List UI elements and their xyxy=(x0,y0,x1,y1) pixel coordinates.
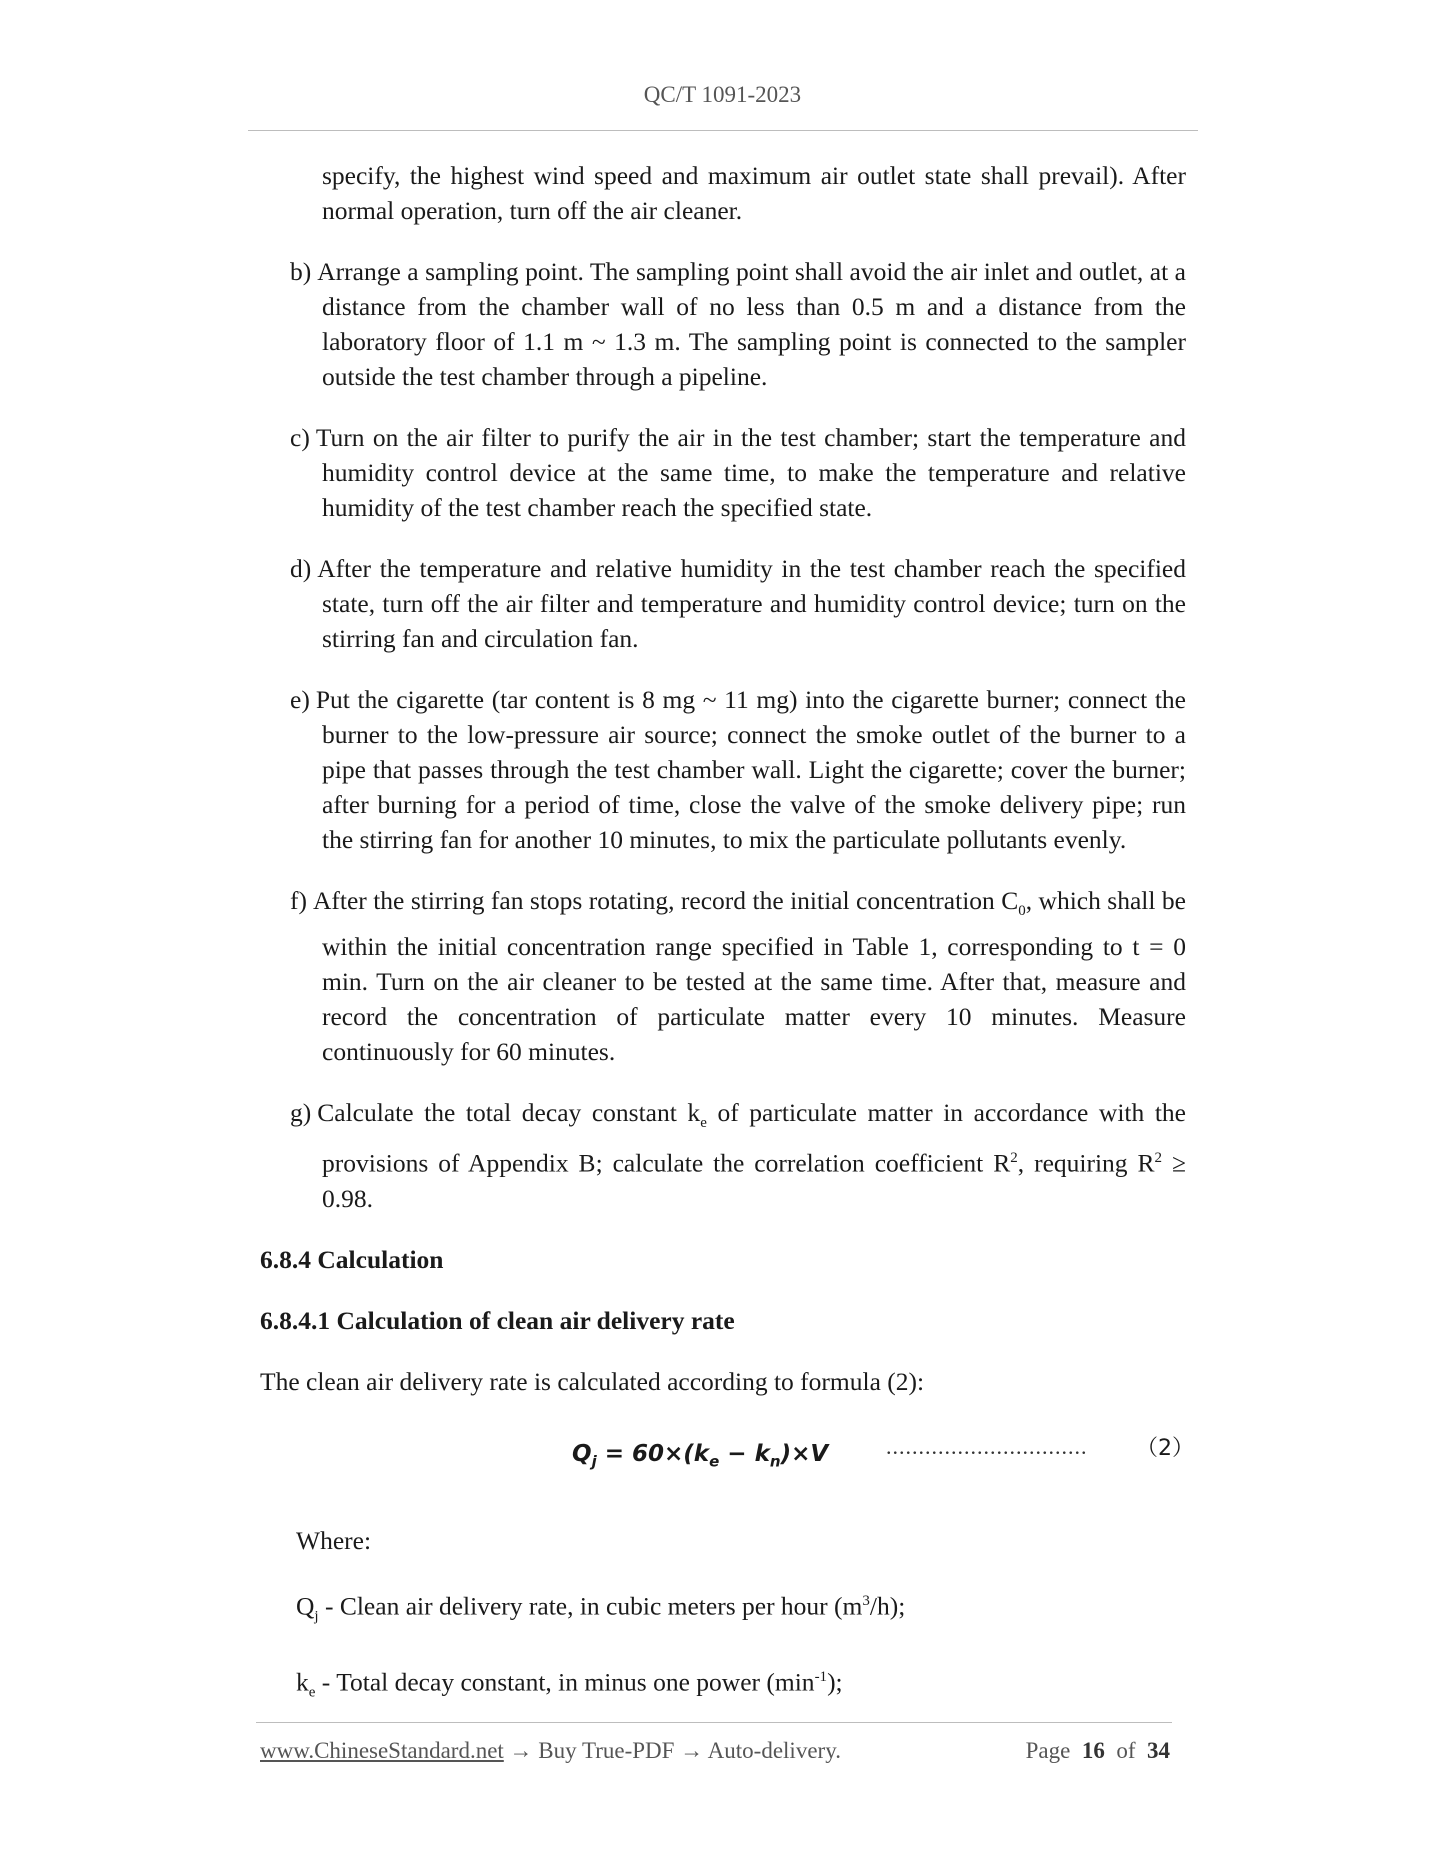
buy-pdf-text: Buy True-PDF xyxy=(538,1738,675,1763)
page-number: 16 xyxy=(1081,1738,1105,1763)
step-text: After the stirring fan stops rotating, record the initial concentration C xyxy=(312,886,1019,915)
page-indicator: Page 16 of 34 xyxy=(1025,1738,1170,1763)
superscript: 2 xyxy=(1154,1150,1163,1167)
step-text: Arrange a sampling point. The sampling point shall avoid the air inlet and outlet, at a distance from the chamber wall of no less than 0.5 m and a distance from the laboratory floor of 1.1 m ~ 1.3 m. The sampling point is connected to the sampler outside the test chamber through a pipeline. xyxy=(317,257,1186,391)
subscript: 0 xyxy=(1018,903,1026,920)
page-header xyxy=(0,82,1445,108)
step-g xyxy=(290,1095,1186,1216)
step-c xyxy=(290,420,1186,525)
definition-qj: $Q_j$ - Clean air delivery rate, in cubic meters per hour $(m^3/h)$; xyxy=(296,1591,906,1625)
step-text: , which shall be within the initial concentration range specified in Table 1, corresponding to t = 0 min. Turn on the air cleaner to be tested at the same time. After that, measure and record the concentration of particulate matter every 10 minutes. Measure continuously for 60 minutes. xyxy=(322,886,1186,1067)
auto-delivery-text: Auto-delivery. xyxy=(707,1738,841,1763)
step-text: Calculate the total decay constant k xyxy=(317,1098,701,1128)
arrow-icon: → xyxy=(503,1738,539,1763)
step-b xyxy=(290,254,1186,394)
site-link[interactable]: www.ChineseStandard.net xyxy=(260,1738,504,1763)
step-label: c) xyxy=(290,423,310,452)
continuation-paragraph: specify, the highest wind speed and maximum air outlet state shall prevail). After normal operation, turn off the air cleaner. xyxy=(322,161,1186,225)
step-text: of particulate matter in accordance with the provisions of Appendix B; calculate the correlation coefficient R xyxy=(322,1098,1186,1178)
page-content xyxy=(260,158,1194,1737)
step-label: e) xyxy=(290,685,310,714)
step-label: d) xyxy=(290,554,312,583)
step-label: g) xyxy=(290,1098,312,1128)
step-text: ≥ 0.98. xyxy=(322,1148,1186,1213)
step-f xyxy=(290,883,1186,1069)
superscript: 2 xyxy=(1010,1150,1018,1167)
step-d xyxy=(290,551,1186,656)
formula-leader-dots: ............................... xyxy=(886,1433,1088,1459)
section-heading-6-8-4: 6.8.4 Calculation xyxy=(260,1244,444,1274)
formula-number: （2） xyxy=(1136,1435,1194,1461)
where-label: Where: xyxy=(296,1525,372,1555)
definition-ke: $k_e$ - Total decay constant, in minus one power $(\min^{-1})$; xyxy=(296,1667,843,1701)
step-text: , requiring R xyxy=(1017,1148,1155,1178)
footer-divider xyxy=(256,1722,1172,1723)
header-divider xyxy=(248,130,1198,131)
document-code: QC/T 1091-2023 xyxy=(643,82,802,107)
section-heading-6-8-4-1: 6.8.4.1 Calculation of clean air delivery rate xyxy=(260,1305,735,1335)
formula-row xyxy=(290,1429,1194,1489)
step-text: Turn on the air filter to purify the air in the test chamber; start the temperature and humidity control device at the same time, to make the temperature and relative humidity of the test chamber reach the specified state. xyxy=(315,423,1186,522)
arrow-icon: → xyxy=(674,1738,708,1763)
step-label: f) xyxy=(290,886,307,915)
step-e xyxy=(290,682,1186,857)
step-text: After the temperature and relative humidity in the test chamber reach the specified state, turn off the air filter and temperature and humidity control device; turn on the stirring fan and circulation fan. xyxy=(317,554,1186,653)
page-footer xyxy=(260,1738,1170,1764)
page-total: 34 xyxy=(1147,1738,1170,1763)
subscript: e xyxy=(700,1115,707,1132)
step-text: Put the cigarette (tar content is 8 mg ~ 11 mg) into the cigarette burner; connect the burner to the low-pressure air source; connect the smoke outlet of the burner to a pipe that passes through the test chamber wall. Light the cigarette; cover the burner; after burning for a period of time, close the valve of the smoke delivery pipe; run the stirring fan for another 10 minutes, to mix the particulate pollutants evenly. xyxy=(315,685,1186,854)
step-label: b) xyxy=(290,257,312,286)
formula-equation: $Q_j = 60\times(k_e - k_n)\times V$ xyxy=(572,1440,829,1471)
formula-intro: The clean air delivery rate is calculated according to formula (2): xyxy=(260,1366,925,1396)
